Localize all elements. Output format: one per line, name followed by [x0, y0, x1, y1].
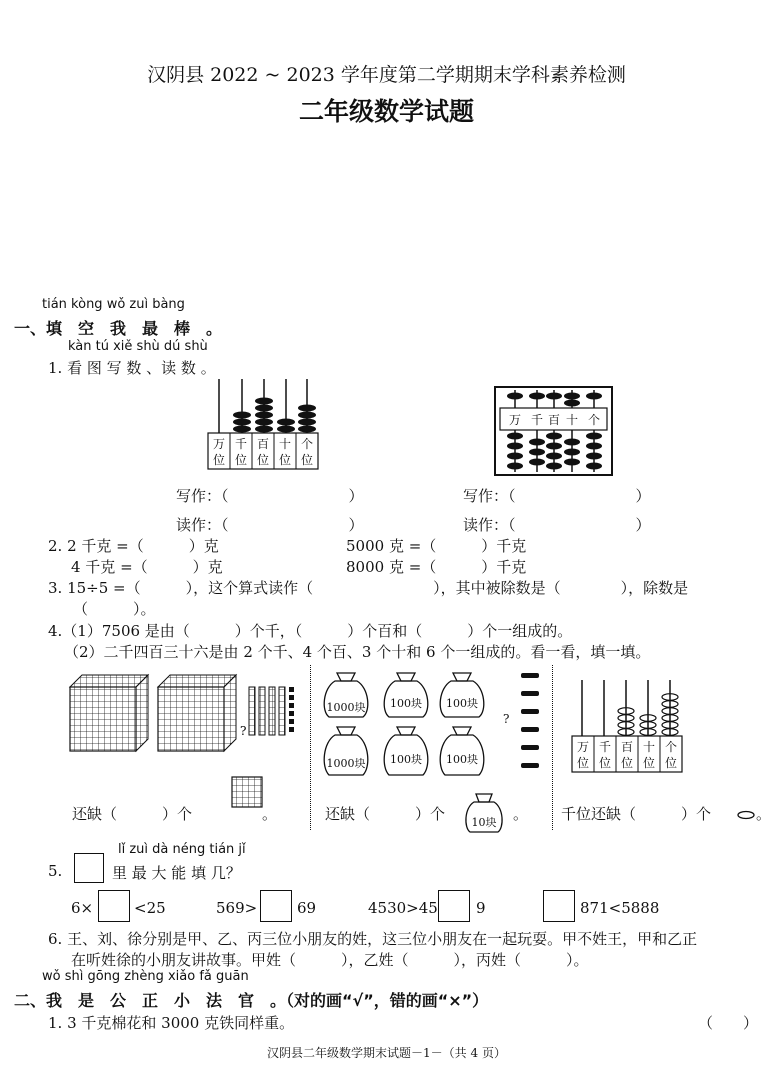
- page-title: 二年级数学试题: [298, 97, 474, 126]
- svg-text:千: 千: [598, 740, 612, 754]
- end-dot-left: 。: [262, 805, 278, 823]
- bag-100: 100块: [446, 753, 478, 766]
- place-label: 十: [565, 413, 579, 427]
- q5-e4-post: 871<5888: [580, 899, 660, 917]
- place-label: 十: [278, 437, 292, 451]
- missing-right[interactable]: 千位还缺（ ）个: [561, 805, 712, 823]
- bead-icon: [736, 808, 756, 822]
- write-right[interactable]: 写作：（ ）: [463, 487, 651, 505]
- q5-e1-pre: 6×: [71, 899, 94, 917]
- end-dot-right: 。: [756, 805, 772, 823]
- end-dot-mid: 。: [513, 805, 529, 823]
- q1-label: 1. 看 图 写 数 、读 数 。: [48, 359, 216, 377]
- svg-text:万: 万: [576, 740, 590, 754]
- place-label: 位: [300, 453, 314, 467]
- place-label: 位: [256, 453, 270, 467]
- q5-pinyin: lǐ zuì dà néng tián jǐ: [118, 842, 246, 857]
- abacus-q4: [570, 676, 685, 774]
- svg-text:十: 十: [642, 740, 656, 754]
- q3-line2[interactable]: （ ）。: [73, 600, 156, 618]
- place-label: 位: [234, 453, 248, 467]
- svg-text:位: 位: [620, 756, 634, 770]
- place-label: 位: [278, 453, 292, 467]
- place-label: 万: [212, 437, 226, 451]
- write-left[interactable]: 写作：（ ）: [176, 487, 364, 505]
- q5-e2-pre: 569>: [216, 899, 258, 917]
- q6-line1: 6. 王、刘、徐分别是甲、乙、丙三位小朋友的姓，这三位小朋友在一起玩耍。甲不姓王，甲和乙正: [48, 930, 698, 948]
- q5-e1-box[interactable]: [98, 890, 130, 922]
- svg-text:位: 位: [642, 756, 656, 770]
- q2-a[interactable]: 2. 2 千克 =（ ）克: [48, 537, 219, 555]
- section2-pinyin: wǒ shì gōng zhèng xiǎo fǎ guān: [42, 969, 249, 984]
- read-left[interactable]: 读作：（ ）: [176, 516, 364, 534]
- section1-title: 一、填 空 我 最 棒 。: [14, 319, 223, 338]
- section1-pinyin: tián kòng wǒ zuì bàng: [42, 297, 185, 312]
- question-mark: ?: [503, 712, 510, 726]
- q5-e4-box[interactable]: [543, 890, 575, 922]
- svg-text:个: 个: [664, 740, 678, 754]
- place-label: 个: [587, 413, 601, 427]
- q4-line1[interactable]: 4.（1）7506 是由（ ）个千，（ ）个百和（ ）个一组成的。: [48, 622, 573, 640]
- q5-e3-post: 9: [476, 899, 486, 917]
- place-label: 百: [547, 413, 561, 427]
- q5-label: 里 最 大 能 填 几？: [112, 864, 241, 882]
- question-mark: ?: [240, 724, 247, 738]
- q2-c[interactable]: 4 千克 =（ ）克: [71, 558, 223, 576]
- q3-line1[interactable]: 3. 15÷5 =（ ），这个算式读作（ ），其中被除数是（ ），除数是: [48, 579, 689, 597]
- abacus-right: [494, 386, 614, 478]
- section2-title: 二、我 是 公 正 小 法 官 。（对的画“√”，错的画“×”）: [14, 991, 489, 1010]
- place-label: 百: [256, 437, 270, 451]
- exam-subtitle: 汉阴县 2022 ~ 2023 学年度第二学期期末学科素养检测: [147, 64, 626, 86]
- q5-e1-post: <25: [134, 899, 166, 917]
- bag-1000: 1000块: [326, 757, 366, 770]
- page-footer: 汉阴县二年级数学期末试题－1－（共 4 页）: [267, 1046, 506, 1060]
- section2-q1: 1. 3 千克棉花和 3000 克铁同样重。: [48, 1014, 295, 1032]
- section2-q1-paren[interactable]: （ ）: [698, 1014, 759, 1032]
- place-label: 个: [300, 437, 314, 451]
- bag-10-icon: [460, 788, 508, 836]
- q4-line2: （2）二千四百三十六是由 2 个千、4 个百、3 个十和 6 个一组成的。看一看，填一填。: [64, 643, 651, 661]
- q2-b[interactable]: 5000 克 =（ ）千克: [346, 537, 527, 555]
- bag-100: 100块: [446, 697, 478, 710]
- divider: [552, 665, 553, 830]
- q5-e3-box[interactable]: [438, 890, 470, 922]
- svg-text:位: 位: [664, 756, 678, 770]
- bag-100: 100块: [390, 697, 422, 710]
- svg-text:10块: 10块: [471, 816, 497, 829]
- bag-1000: 1000块: [326, 701, 366, 714]
- place-label: 位: [212, 453, 226, 467]
- place-label: 万: [508, 413, 522, 427]
- svg-text:位: 位: [598, 756, 612, 770]
- missing-mid[interactable]: 还缺（ ）个: [325, 805, 446, 823]
- bag-100: 100块: [390, 753, 422, 766]
- money-bags: [315, 663, 550, 791]
- q5-e2-box[interactable]: [260, 890, 292, 922]
- q5-num: 5.: [48, 862, 63, 880]
- abacus-left: [205, 375, 325, 473]
- q2-d[interactable]: 8000 克 =（ ）千克: [346, 558, 527, 576]
- q5-e3-pre: 4530>45: [368, 899, 438, 917]
- place-label: 千: [234, 437, 248, 451]
- answer-box-icon: [74, 853, 104, 883]
- q6-line2[interactable]: 在听姓徐的小朋友讲故事。甲姓（ ），乙姓（ ），丙姓（ ）。: [71, 951, 589, 969]
- place-label: 千: [530, 413, 544, 427]
- q5-e2-post: 69: [297, 899, 317, 917]
- svg-text:位: 位: [576, 756, 590, 770]
- base-ten-blocks: [62, 665, 302, 815]
- missing-left[interactable]: 还缺（ ）个: [72, 805, 193, 823]
- q1-pinyin: kàn tú xiě shù dú shù: [68, 339, 208, 354]
- divider: [310, 665, 311, 830]
- svg-text:百: 百: [620, 740, 634, 754]
- read-right[interactable]: 读作：（ ）: [463, 516, 651, 534]
